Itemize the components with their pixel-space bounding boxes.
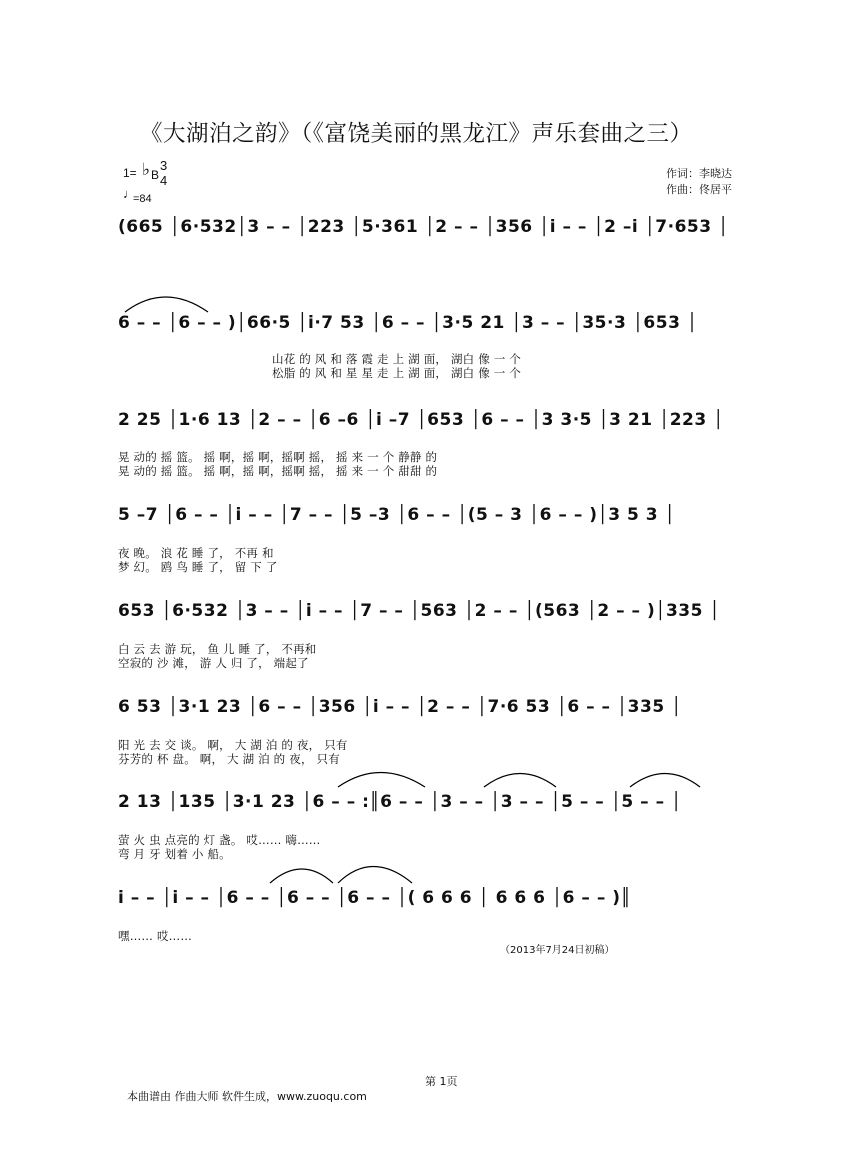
generator-note: 本曲谱由 作曲大师 软件生成，www.zuoqu.com [127,1090,367,1103]
key-prefix: 1= [123,166,137,180]
page-title: 《大湖泊之韵》（《富饶美丽的黑龙江》声乐套曲之三） [140,121,693,147]
draft-date: （2013年7月24日初稿） [500,945,615,956]
quarter-note-icon: ♩ [123,186,136,201]
notation-line-2: 6 – – │6 – – )│66·5 │i·7 53 │6 – – │3·5 21 │3 – – │35·3 │653 │ [118,313,698,333]
lyric-line-4b: 梦 幻。 鸥 鸟 睡 了， 留 下 了 [118,560,278,574]
notation-line-3: 2 25 │1·6 13 │2 – – │6 –6 │i –7 │653 │6 – – │3 3·5 │3 21 │223 │ [118,410,724,430]
lyric-line-6b: 芬芳的 杯 盘。 啊， 大 湖 泊 的 夜， 只有 [118,752,340,766]
lyric-line-4a: 夜 晚。 浪 花 睡 了， 不再 和 [118,546,274,560]
notation-line-1: (665 │6·532│3 – – │223 │5·361 │2 – – │356 │i – – │2 –i │7·653 │ [118,217,729,237]
notation-line-8: i – – │i – – │6 – – │6 – – │6 – – │( 6 6 6 │ 6 6 6 │6 – – )║ [118,888,632,908]
lyric-line-8a: 嘿…… 哎…… [118,929,193,943]
composer-credit: 作曲：佟居平 [666,183,732,196]
notation-line-6: 6 53 │3·1 23 │6 – – │356 │i – – │2 – – │7·6 53 │6 – – │335 │ [118,697,682,717]
notation-line-7: 2 13 │135 │3·1 23 │6 – – :║6 – – │3 – – │3 – – │5 – – │5 – – │ [118,792,682,812]
key-note: B [151,168,160,182]
lyric-line-3b: 晃 动的 摇 篮。 摇 啊，摇 啊，摇啊 摇， 摇 来 一 个 甜甜 的 [118,464,438,478]
lyric-line-6a: 阳 光 去 交 谈。 啊， 大 湖 泊 的 夜， 只有 [118,738,348,752]
lyric-line-7a: 萤 火 虫 点亮的 灯 盏。 哎…… 嗨…… [118,833,321,847]
lyric-line-3a: 晃 动的 摇 篮。 摇 啊，摇 啊，摇啊 摇， 摇 来 一 个 静静 的 [118,450,438,464]
lyric-line-5b: 空寂的 沙 滩， 游 人 归 了， 端起了 [118,656,309,670]
lyric-line-7b: 弯 月 牙 划着 小 船。 [118,847,231,861]
time-bottom: 4 [160,173,168,188]
flat-icon: ♭ [142,160,151,179]
lyric-line-5a: 白 云 去 游 玩， 鱼 儿 睡 了， 不再和 [118,642,317,656]
lyric-line-2b: 松脂 的 风 和 星 星 走 上 湖 面， 湖白 像 一 个 [272,366,522,380]
lyricist-credit: 作词：李晓达 [666,167,732,180]
tempo: =84 [133,193,152,205]
page-number: 第 1页 [425,1075,458,1088]
notation-line-5: 653 │6·532 │3 – – │i – – │7 – – │563 │2 – – │(563 │2 – – )│335 │ [118,601,721,621]
time-top: 3 [160,158,168,173]
notation-line-4: 5 –7 │6 – – │i – – │7 – – │5 –3 │6 – – │(5 – 3 │6 – – )│3 5 3 │ [118,505,676,525]
lyric-line-2a: 山花 的 风 和 落 霞 走 上 湖 面， 湖白 像 一 个 [272,352,522,366]
